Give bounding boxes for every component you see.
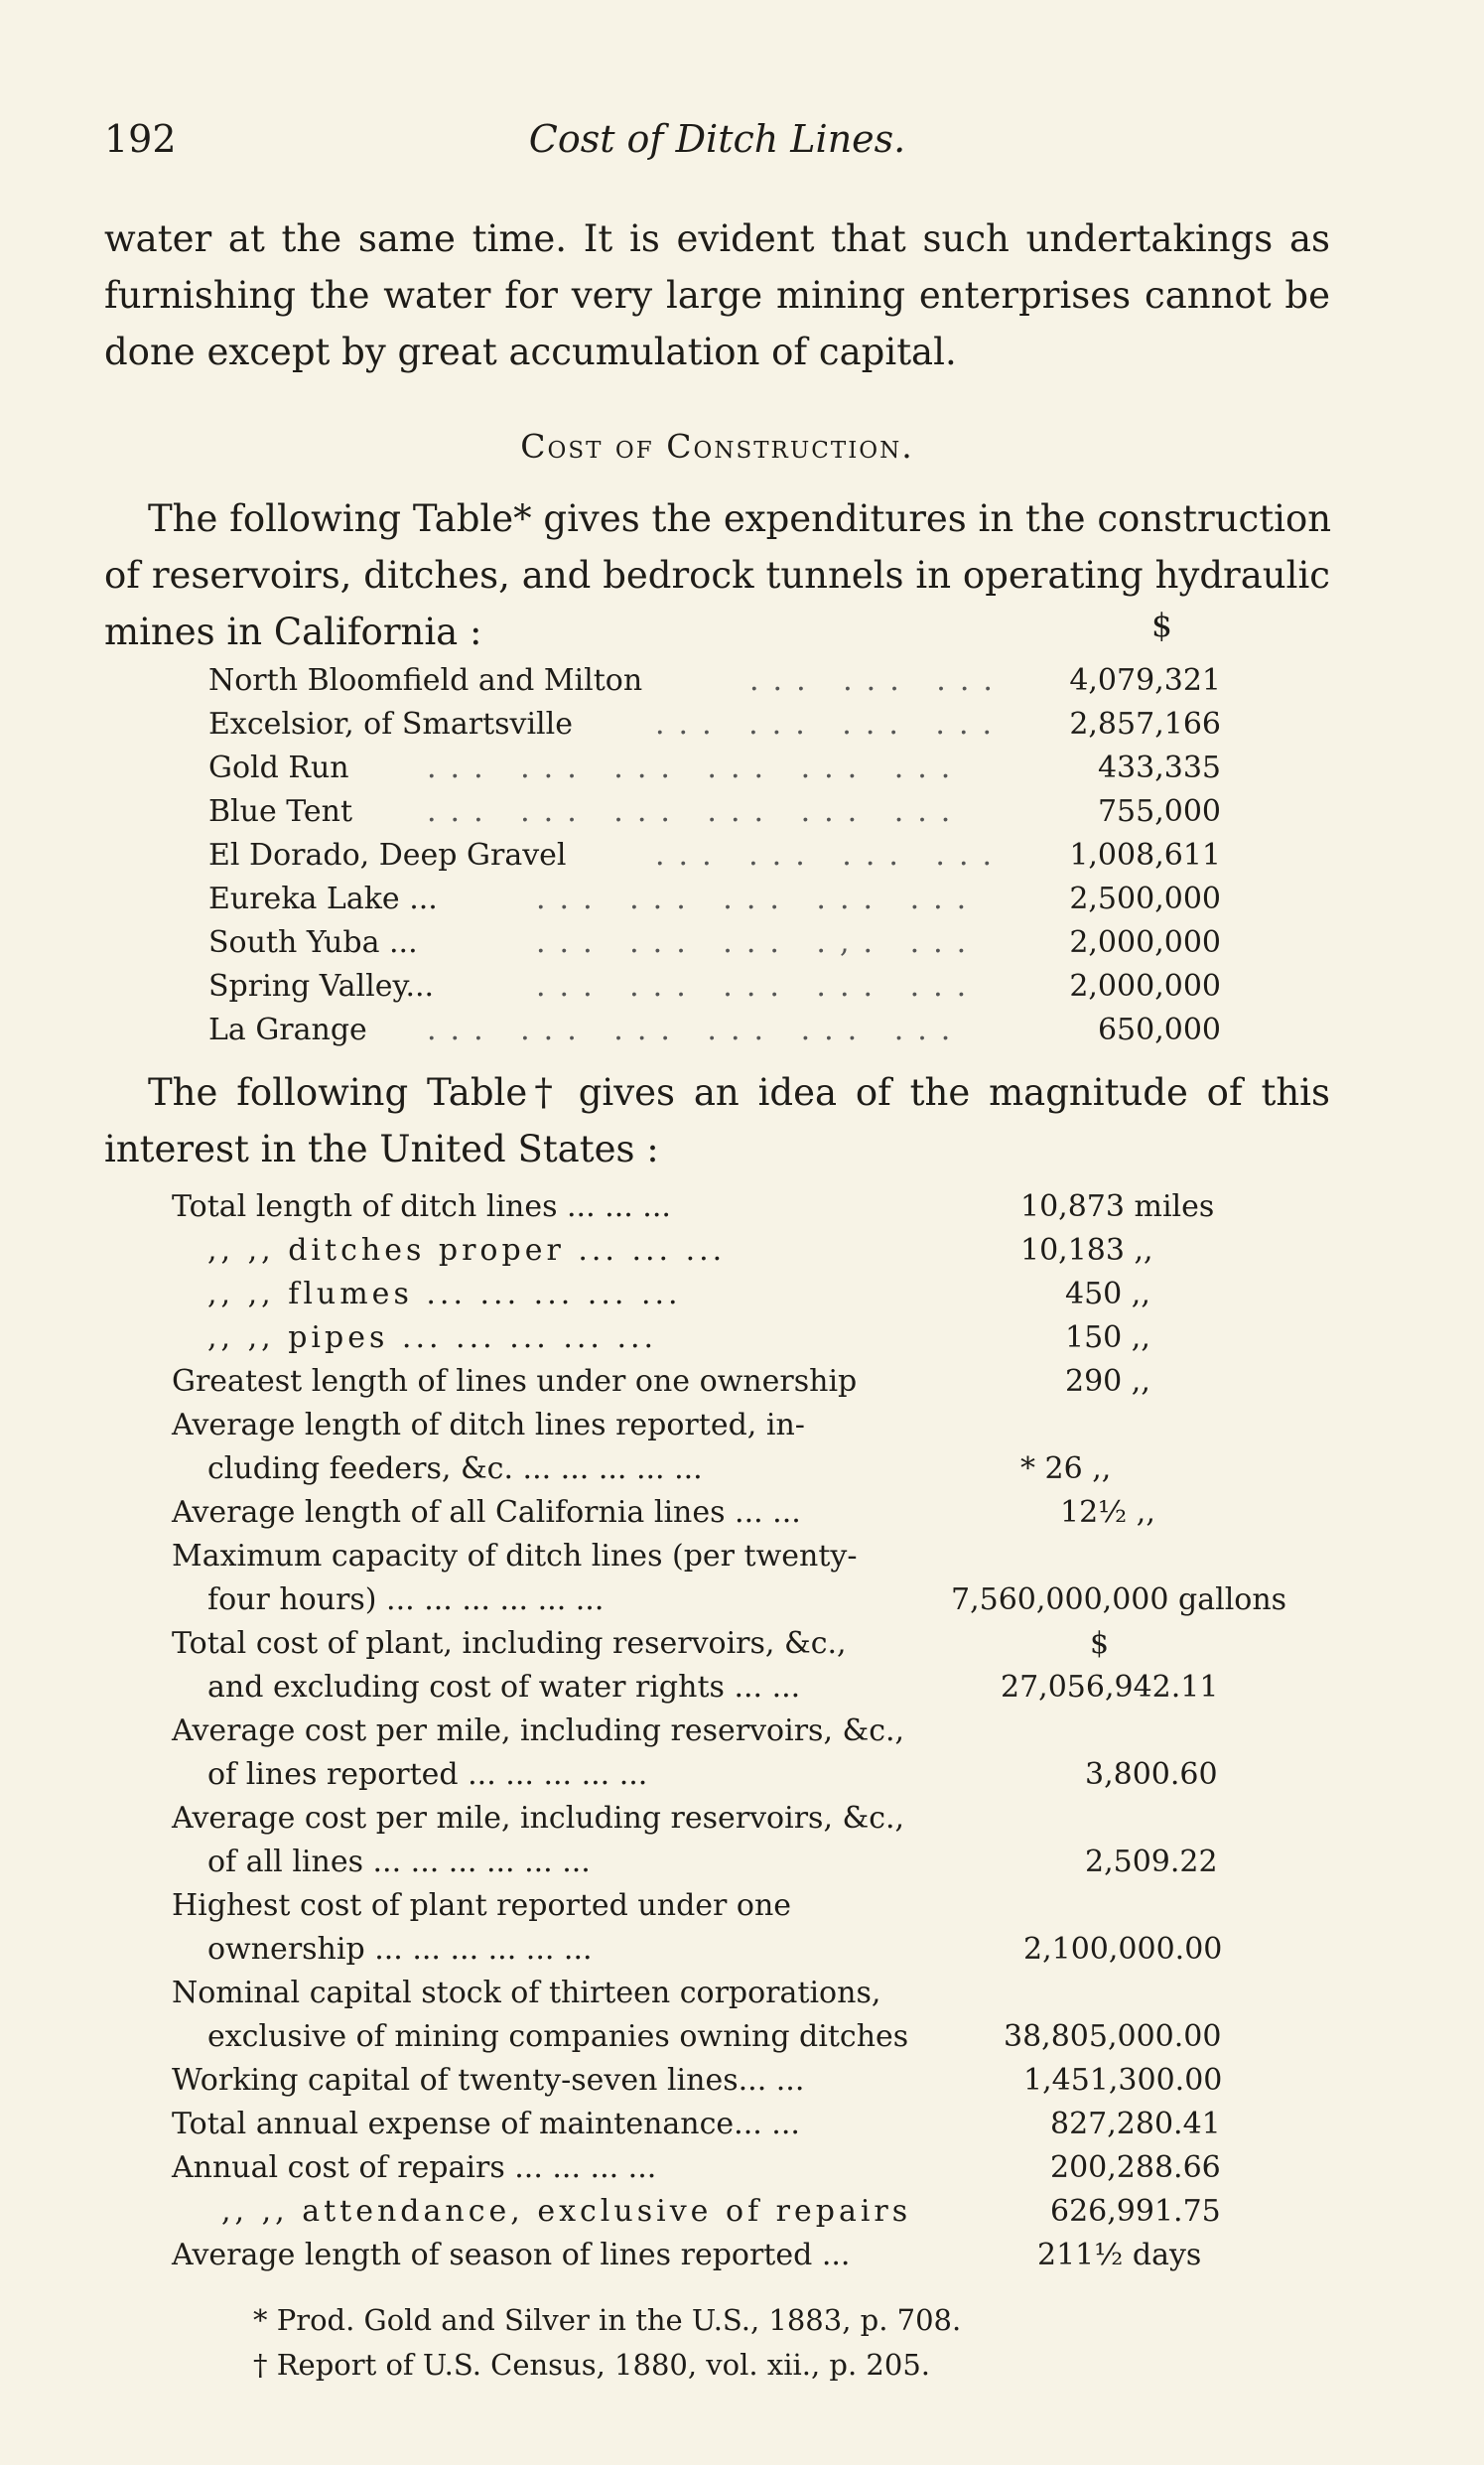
row-label: exclusive of mining companies owning ditches xyxy=(207,2019,909,2054)
row-value: 450 ,, xyxy=(1065,1277,1150,1311)
row-label: Greatest length of lines under one ownership xyxy=(172,1364,858,1399)
row-value: $ xyxy=(1090,1626,1110,1661)
table-row xyxy=(172,1360,1283,1404)
table-row xyxy=(172,2146,1283,2190)
running-title: Cost of Ditch Lines. xyxy=(528,117,906,161)
row-label: Annual cost of repairs ... ... ... ... xyxy=(172,2150,657,2185)
table-row xyxy=(172,1185,1283,1229)
table-row xyxy=(172,1666,1283,1710)
table1-intro-paragraph xyxy=(104,490,1330,660)
cost-value: 433,335 xyxy=(1097,751,1221,785)
table1-currency-header: $ xyxy=(1151,606,1172,644)
table-row xyxy=(172,1229,1283,1273)
table-row xyxy=(172,1797,1283,1841)
mine-name: Excelsior, of Smartsville xyxy=(208,707,574,742)
row-label: Working capital of twenty-seven lines... ... xyxy=(172,2063,805,2098)
row-value: 38,805,000.00 xyxy=(1004,2019,1222,2054)
row-value: 10,873 miles xyxy=(1020,1189,1215,1224)
footnotes xyxy=(253,2298,961,2388)
text-line: interest in the United States : xyxy=(104,1128,659,1170)
row-label: ,, ,, attendance, exclusive of repairs xyxy=(221,2194,912,2229)
table-row xyxy=(208,703,1221,747)
table-row xyxy=(208,1009,1221,1052)
table2-intro-paragraph xyxy=(104,1064,1330,1177)
row-label: and excluding cost of water rights ... ... xyxy=(207,1670,801,1705)
leader-dots: ... ... ... xyxy=(749,663,1007,698)
row-label: Maximum capacity of ditch lines (per twenty- xyxy=(172,1539,858,1574)
table-row xyxy=(172,1928,1283,1972)
table-row xyxy=(172,2190,1283,2234)
table-row xyxy=(172,1841,1283,1884)
leader-dots: ... ... ... ... ... ... xyxy=(427,1013,965,1047)
text-line: mines in California : xyxy=(104,611,482,653)
page-header xyxy=(104,117,1330,173)
table-row xyxy=(208,790,1221,834)
row-label: Average cost per mile, including reservoirs, &c., xyxy=(172,1713,905,1748)
leader-dots: ... ... ... ... xyxy=(655,838,1007,873)
row-label: Highest cost of plant reported under one xyxy=(172,1888,792,1923)
cost-value: 2,857,166 xyxy=(1069,707,1221,742)
row-value: * 26 ,, xyxy=(1020,1451,1112,1486)
row-label: Total length of ditch lines ... ... ... xyxy=(172,1189,671,1224)
leader-dots: ... ... ... ... ... ... xyxy=(427,751,965,785)
row-value: 150 ,, xyxy=(1065,1320,1150,1355)
table-row xyxy=(172,1447,1283,1491)
cost-value: 4,079,321 xyxy=(1069,663,1221,698)
footnote: † Report of U.S. Census, 1880, vol. xii., p. 205. xyxy=(253,2348,930,2382)
text-line: The following Table* gives the expenditures in the construction xyxy=(148,497,1332,540)
cost-value: 2,500,000 xyxy=(1069,882,1221,916)
mine-name: El Dorado, Deep Gravel xyxy=(208,838,567,873)
mine-name: Spring Valley... xyxy=(208,969,435,1004)
text-line: water at the same time. It is evident that such undertakings as xyxy=(104,217,1330,260)
cost-value: 650,000 xyxy=(1097,1013,1221,1047)
leader-dots: ... ... ... .,. ... xyxy=(536,925,981,960)
mine-name: Gold Run xyxy=(208,751,349,785)
row-label: four hours) ... ... ... ... ... ... xyxy=(207,1582,605,1617)
leader-dots: ... ... ... ... xyxy=(655,707,1007,742)
table-row xyxy=(208,747,1221,790)
mine-name: North Bloomfield and Milton xyxy=(208,663,643,698)
row-label: Average length of season of lines reported ... xyxy=(172,2238,851,2272)
table-row xyxy=(208,921,1221,965)
row-value: 2,100,000.00 xyxy=(1023,1932,1223,1967)
text-line: furnishing the water for very large mining enterprises cannot be xyxy=(104,274,1330,317)
row-label: of all lines ... ... ... ... ... ... xyxy=(207,1845,591,1879)
table-row xyxy=(172,1884,1283,1928)
cost-value: 2,000,000 xyxy=(1069,969,1221,1004)
row-label: ,, ,, ditches proper ... ... ... xyxy=(207,1233,727,1268)
row-value: 12½ ,, xyxy=(1060,1495,1155,1530)
row-value: 27,056,942.11 xyxy=(1001,1670,1219,1705)
row-label: ,, ,, pipes ... ... ... ... ... xyxy=(207,1320,658,1355)
mine-name: La Grange xyxy=(208,1013,367,1047)
row-value: 200,288.66 xyxy=(1050,2150,1221,2185)
row-label: Average length of all California lines ... ... xyxy=(172,1495,801,1530)
table-row xyxy=(172,1491,1283,1535)
row-label: Nominal capital stock of thirteen corporations, xyxy=(172,1976,881,2010)
table-row xyxy=(208,659,1221,703)
table-row xyxy=(172,1578,1287,1622)
table-row xyxy=(172,2103,1283,2146)
cost-value: 1,008,611 xyxy=(1069,838,1221,873)
row-label: Average length of ditch lines reported, in- xyxy=(172,1408,805,1442)
table-row xyxy=(172,2059,1283,2103)
us-ditch-statistics-table xyxy=(172,1185,1287,2277)
construction-cost-table xyxy=(208,659,1221,1052)
row-value: 827,280.41 xyxy=(1050,2107,1221,2141)
row-label: ,, ,, flumes ... ... ... ... ... xyxy=(207,1277,682,1311)
table-row xyxy=(172,1753,1283,1797)
text-line: of reservoirs, ditches, and bedrock tunnels in operating hydraulic xyxy=(104,554,1330,597)
table-row xyxy=(172,1316,1283,1360)
cost-value: 755,000 xyxy=(1097,794,1221,829)
table-row xyxy=(208,878,1221,921)
row-value: 1,451,300.00 xyxy=(1023,2063,1223,2098)
row-label: Total annual expense of maintenance... ... xyxy=(172,2107,800,2141)
text-line: done except by great accumulation of capital. xyxy=(104,331,957,373)
table-row xyxy=(172,1710,1283,1753)
row-value: 211½ days xyxy=(1037,2238,1202,2272)
mine-name: Eureka Lake ... xyxy=(208,882,438,916)
section-heading: Cost of Construction. xyxy=(520,427,914,466)
row-value: 626,991.75 xyxy=(1050,2194,1221,2229)
row-label: Total cost of plant, including reservoirs, &c., xyxy=(172,1626,847,1661)
page-number: 192 xyxy=(104,117,177,161)
row-value: 290 ,, xyxy=(1065,1364,1150,1399)
row-value: 7,560,000,000 gallons xyxy=(951,1582,1287,1617)
table-row xyxy=(172,1273,1283,1316)
table-row xyxy=(172,1404,1283,1447)
table-row xyxy=(172,1535,1283,1578)
leader-dots: ... ... ... ... ... xyxy=(536,882,981,916)
row-label: ownership ... ... ... ... ... ... xyxy=(207,1932,593,1967)
table-row xyxy=(172,1972,1283,2015)
row-value: 3,800.60 xyxy=(1085,1757,1218,1792)
intro-paragraph xyxy=(104,210,1330,380)
table-row xyxy=(208,834,1221,878)
mine-name: Blue Tent xyxy=(208,794,353,829)
leader-dots: ... ... ... ... ... ... xyxy=(427,794,965,829)
row-label: of lines reported ... ... ... ... ... xyxy=(207,1757,648,1792)
table-row xyxy=(172,1622,1283,1666)
footnote: * Prod. Gold and Silver in the U.S., 1883, p. 708. xyxy=(253,2303,962,2337)
text-line: The following Table† gives an idea of the magnitude of this xyxy=(148,1071,1330,1114)
mine-name: South Yuba ... xyxy=(208,925,418,960)
table-row xyxy=(172,2234,1283,2277)
row-value: 10,183 ,, xyxy=(1020,1233,1153,1268)
table-row xyxy=(208,965,1221,1009)
leader-dots: ... ... ... ... ... xyxy=(536,969,981,1004)
row-label: Average cost per mile, including reservoirs, &c., xyxy=(172,1801,905,1836)
row-label: cluding feeders, &c. ... ... ... ... ... xyxy=(207,1451,703,1486)
row-value: 2,509.22 xyxy=(1085,1845,1218,1879)
table-row xyxy=(172,2015,1283,2059)
cost-value: 2,000,000 xyxy=(1069,925,1221,960)
